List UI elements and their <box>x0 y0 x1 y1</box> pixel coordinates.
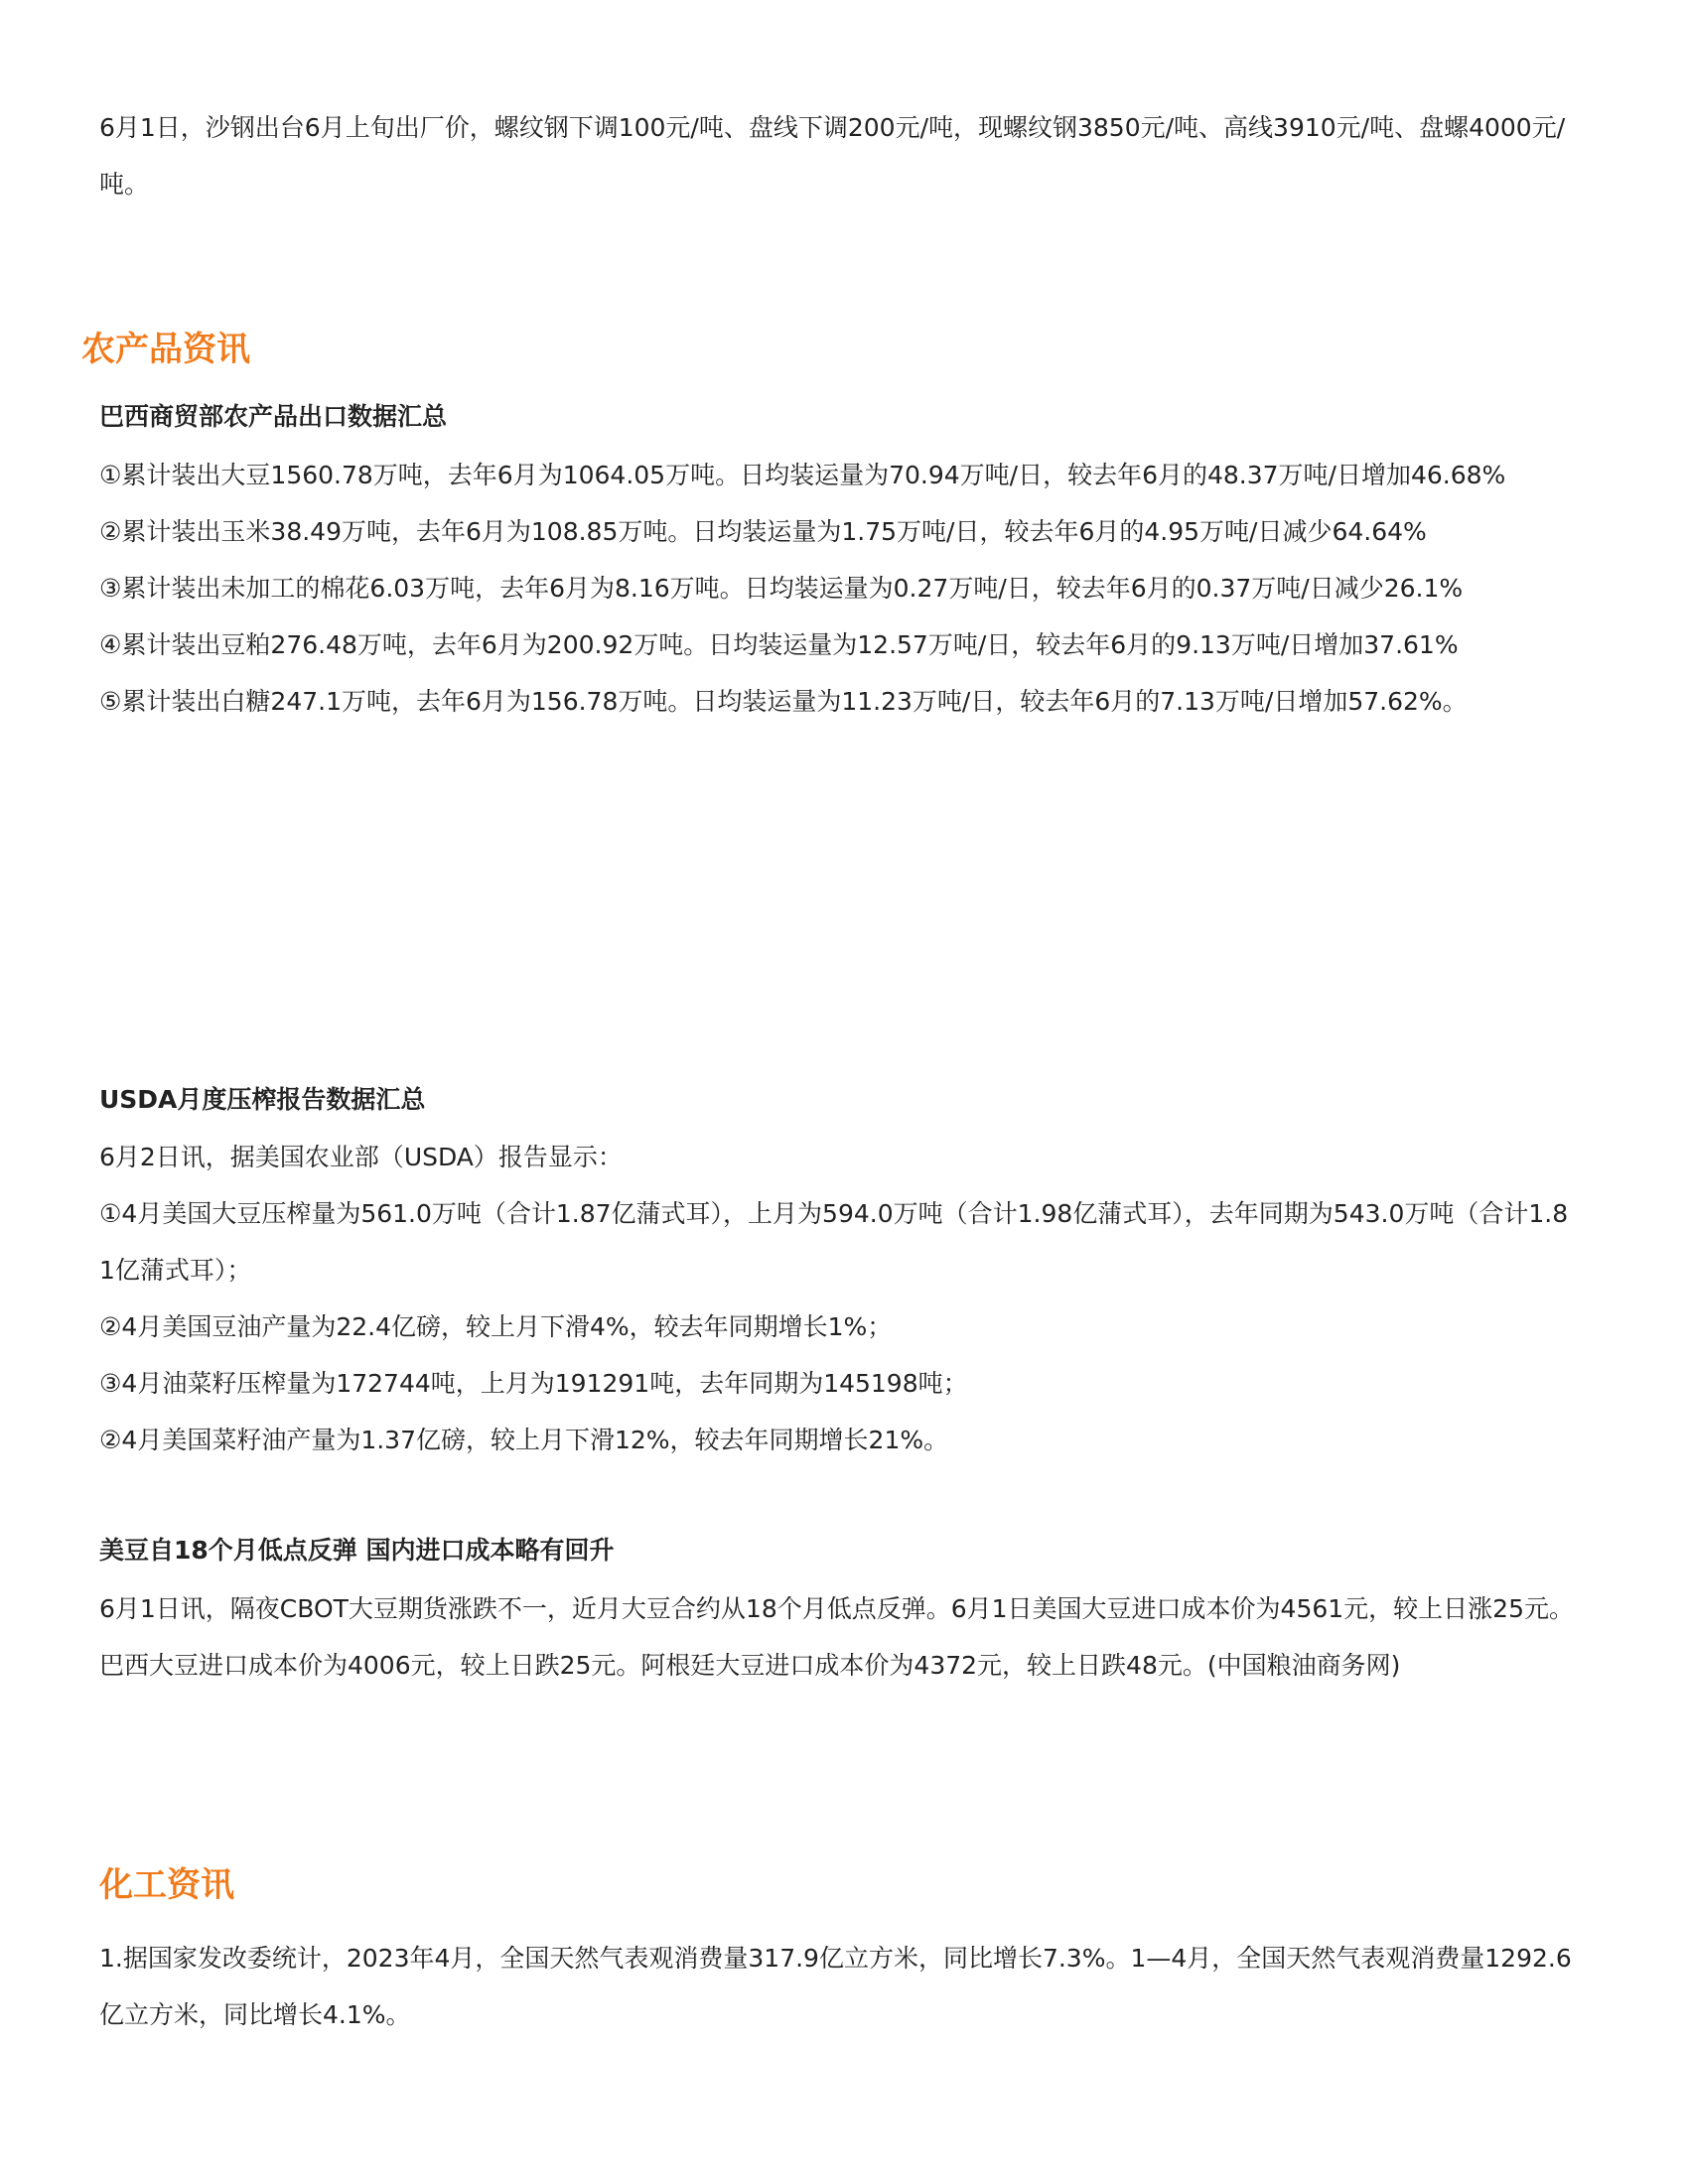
list-item: ④累计装出豆粕276.48万吨，去年6月为200.92万吨。日均装运量为12.57万吨/日，较去年6月的9.13万吨/日增加37.61% <box>99 630 1459 659</box>
chem-section-heading: 化工资讯 <box>99 1865 234 1905</box>
list-item: ①4月美国大豆压榨量为561.0万吨（合计1.87亿蒲式耳），上月为594.0万吨（合计1.98亿蒲式耳），去年同期为543.0万吨（合计1.81亿蒲式耳）； <box>99 1199 1569 1285</box>
usda-intro: 6月2日讯，据美国农业部（USDA）报告显示： <box>99 1143 623 1171</box>
list-item: ②4月美国豆油产量为22.4亿磅，较上月下滑4%，较去年同期增长1%； <box>99 1312 893 1341</box>
steel-price-paragraph: 6月1日，沙钢出台6月上旬出厂价，螺纹钢下调100元/吨、盘线下调200元/吨，现螺纹钢3850元/吨、高线3910元/吨、盘螺4000元/吨。 <box>99 113 1566 199</box>
list-item: ②累计装出玉米38.49万吨，去年6月为108.85万吨。日均装运量为1.75万吨/日，较去年6月的4.95万吨/日减少64.64% <box>99 517 1427 546</box>
brazil-export-title: 巴西商贸部农产品出口数据汇总 <box>99 402 448 431</box>
chem-news-paragraph: 1.据国家发改委统计，2023年4月，全国天然气表观消费量317.9亿立方米，同比增长7.3%。1—4月，全国天然气表观消费量1292.6亿立方米，同比增长4.1%。 <box>99 1944 1572 2029</box>
list-item: ⑤累计装出白糖247.1万吨，去年6月为156.78万吨。日均装运量为11.23万吨/日，较去年6月的7.13万吨/日增加57.62%。 <box>99 687 1468 716</box>
list-item: ③4月油菜籽压榨量为172744吨，上月为191291吨，去年同期为145198吨； <box>99 1369 968 1398</box>
usda-report-title: USDA月度压榨报告数据汇总 <box>99 1085 426 1114</box>
list-item: ②4月美国菜籽油产量为1.37亿磅，较上月下滑12%，较去年同期增长21%。 <box>99 1426 949 1454</box>
usda-report-list <box>99 1129 1579 1468</box>
soy-news-title: 美豆自18个月低点反弹 国内进口成本略有回升 <box>99 1536 615 1565</box>
list-item: ①累计装出大豆1560.78万吨，去年6月为1064.05万吨。日均装运量为70.94万吨/日，较去年6月的48.37万吨/日增加46.68% <box>99 461 1506 489</box>
soy-news-paragraph: 6月1日讯，隔夜CBOT大豆期货涨跌不一，近月大豆合约从18个月低点反弹。6月1日美国大豆进口成本价为4561元，较上日涨25元。巴西大豆进口成本价为4006元，较上日跌25元。阿根廷大豆进口成本价为4372元，较上日跌48元。(中国粮油商务网) <box>99 1594 1574 1680</box>
list-item: ③累计装出未加工的棉花6.03万吨，去年6月为8.16万吨。日均装运量为0.27万吨/日，较去年6月的0.37万吨/日减少26.1% <box>99 574 1464 603</box>
brazil-export-list <box>99 447 1579 730</box>
agri-section-heading: 农产品资讯 <box>81 330 250 369</box>
